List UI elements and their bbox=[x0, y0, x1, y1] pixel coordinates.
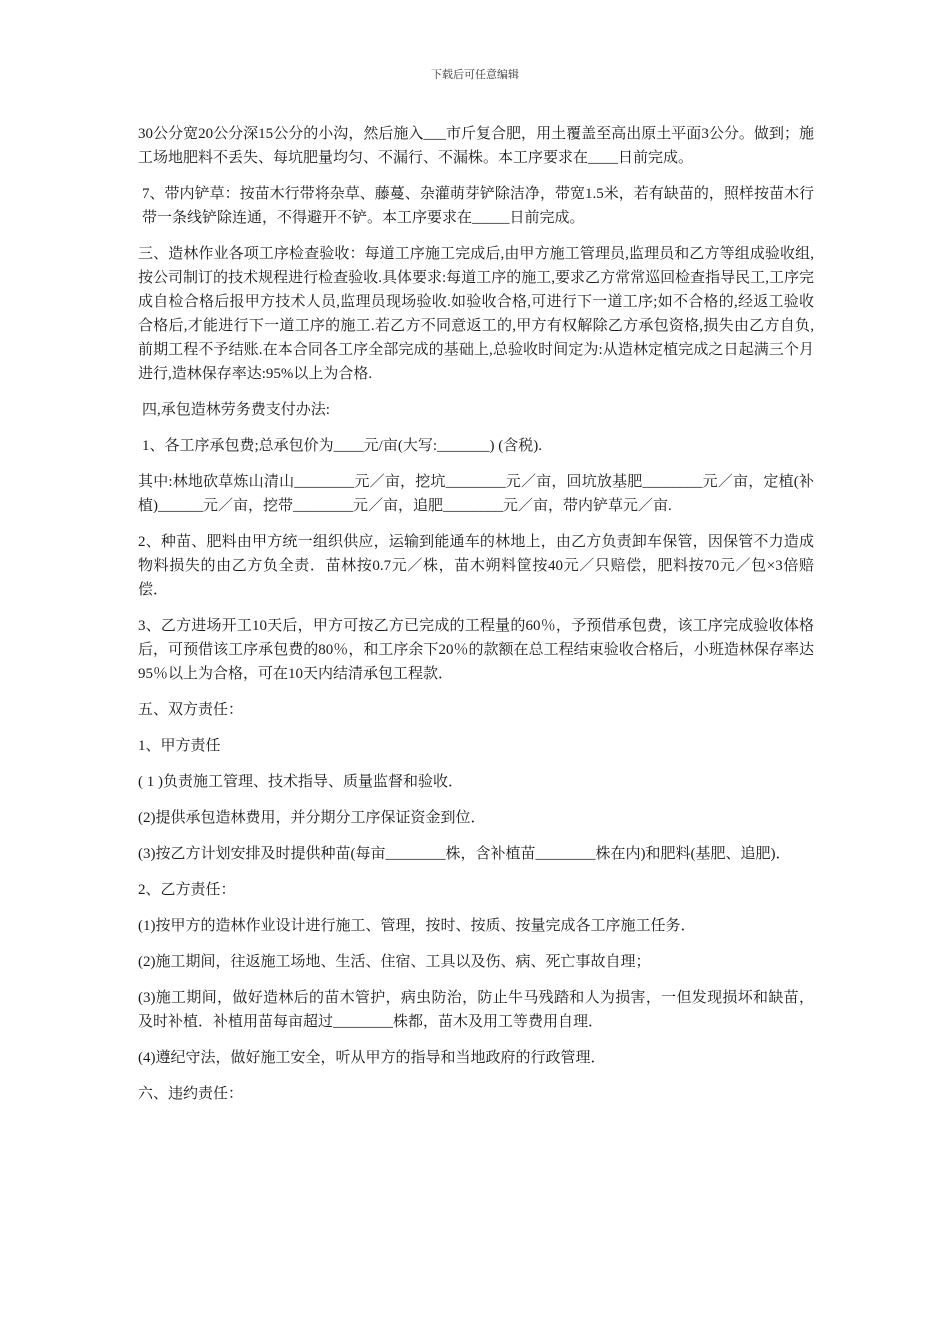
list-item-b3: (3)施工期间，做好造林后的苗木管护，病虫防治，防止牛马残踏和人为损害，一但发现损坏和缺苗，及时补植．补植用苗每亩超过________株都，苗木及用工等费用自理． bbox=[138, 990, 814, 1030]
subheading-party-a: 1、甲方责任 bbox=[138, 738, 221, 754]
paragraph-total-price: 1、各工序承包费;总承包价为____元/亩(大写:_______) (含税). bbox=[142, 438, 542, 454]
subheading-party-b: 2、乙方责任： bbox=[138, 882, 236, 898]
list-item-a1: ( 1 )负责施工管理、技术指导、质量监督和验收． bbox=[138, 774, 463, 790]
list-item-b1: (1)按甲方的造林作业设计进行施工、管理，按时、按质、按量完成各工序施工任务． bbox=[138, 918, 696, 934]
document-body bbox=[138, 122, 814, 1118]
paragraph-weeding: 7、带内铲草：按苗木行带将杂草、藤蔓、杂灌萌芽铲除洁净，带宽1.5米，若有缺苗的，照样按苗木行带一条线铲除连通，不得避开不铲。本工序要求在_____日前完成。 bbox=[142, 186, 814, 226]
paragraph-inspection: 三、造林作业各项工序检查验收：每道工序施工完成后,由甲方施工管理员,监理员和乙方等组成验收组,按公司制订的技术规程进行检查验收.具体要求:每道工序的施工,要求乙方常常巡回检查指导民工,工序完成自检合格后报甲方技术人员,监理员现场验收.如验收合格,可进行下一道工序;如不合格的,经返工验收合格后,才能进行下一道工序的施工.若乙方不同意返工的,甲方有权解除乙方承包资格,损失由乙方自负,前期工程不予结账.在本合同各工序全部完成的基础上,总验收时间定为:从造林定植完成之日起满三个月进行,造林保存率达:95%以上为合格. bbox=[138, 246, 814, 382]
paragraph-price-breakdown: 其中:林地砍草炼山清山________元／亩，挖坑________元／亩，回坑放基肥________元／亩，定植(补植)______元／亩，挖带________元／亩，追肥________元／亩，带内铲草元／亩. bbox=[138, 474, 814, 514]
section-heading-payment: 四,承包造林劳务费支付办法: bbox=[142, 402, 330, 418]
list-item-b4: (4)遵纪守法，做好施工安全，听从甲方的指导和当地政府的行政管理． bbox=[138, 1050, 606, 1066]
section-heading-responsibilities: 五、双方责任： bbox=[138, 702, 244, 718]
list-item-a2: (2)提供承包造林费用，并分期分工序保证资金到位． bbox=[138, 810, 486, 826]
list-item-b2: (2)施工期间，往返施工场地、生活、住宿、工具以及伤、病、死亡事故自理； bbox=[138, 954, 651, 970]
page-header: 下载后可任意编辑 bbox=[431, 68, 519, 81]
paragraph-seedlings-fertilizer: 2、种苗、肥料由甲方统一组织供应，运输到能通车的林地上，由乙方负责卸车保管，因保管不力造成物料损失的由乙方负全责．苗林按0.7元／株，苗木朔料筐按40元／只赔偿，肥料按70元／包×3倍赔偿． bbox=[138, 534, 814, 598]
paragraph-advance-payment: 3、乙方进场开工10天后，甲方可按乙方已完成的工程量的60％，予预借承包费，该工序完成验收体格后，可预借该工序承包费的80％，和工序余下20％的款额在总工程结束验收合格后，小班造林保存率达95％以上为合格，可在10天内结清承包工程款． bbox=[138, 618, 814, 682]
list-item-a3: (3)按乙方计划安排及时提供种苗(每亩________株，含补植苗________株在内)和肥料(基肥、追肥)． bbox=[138, 846, 791, 862]
paragraph-fertilizer-trench: 30公分宽20公分深15公分的小沟，然后施入___市斤复合肥，用土覆盖至高出原土平面3公分。做到；施工场地肥料不丢失、每坑肥量均匀、不漏行、不漏株。本工序要求在____日前完成。 bbox=[138, 126, 814, 166]
section-heading-breach: 六、违约责任： bbox=[138, 1086, 244, 1102]
